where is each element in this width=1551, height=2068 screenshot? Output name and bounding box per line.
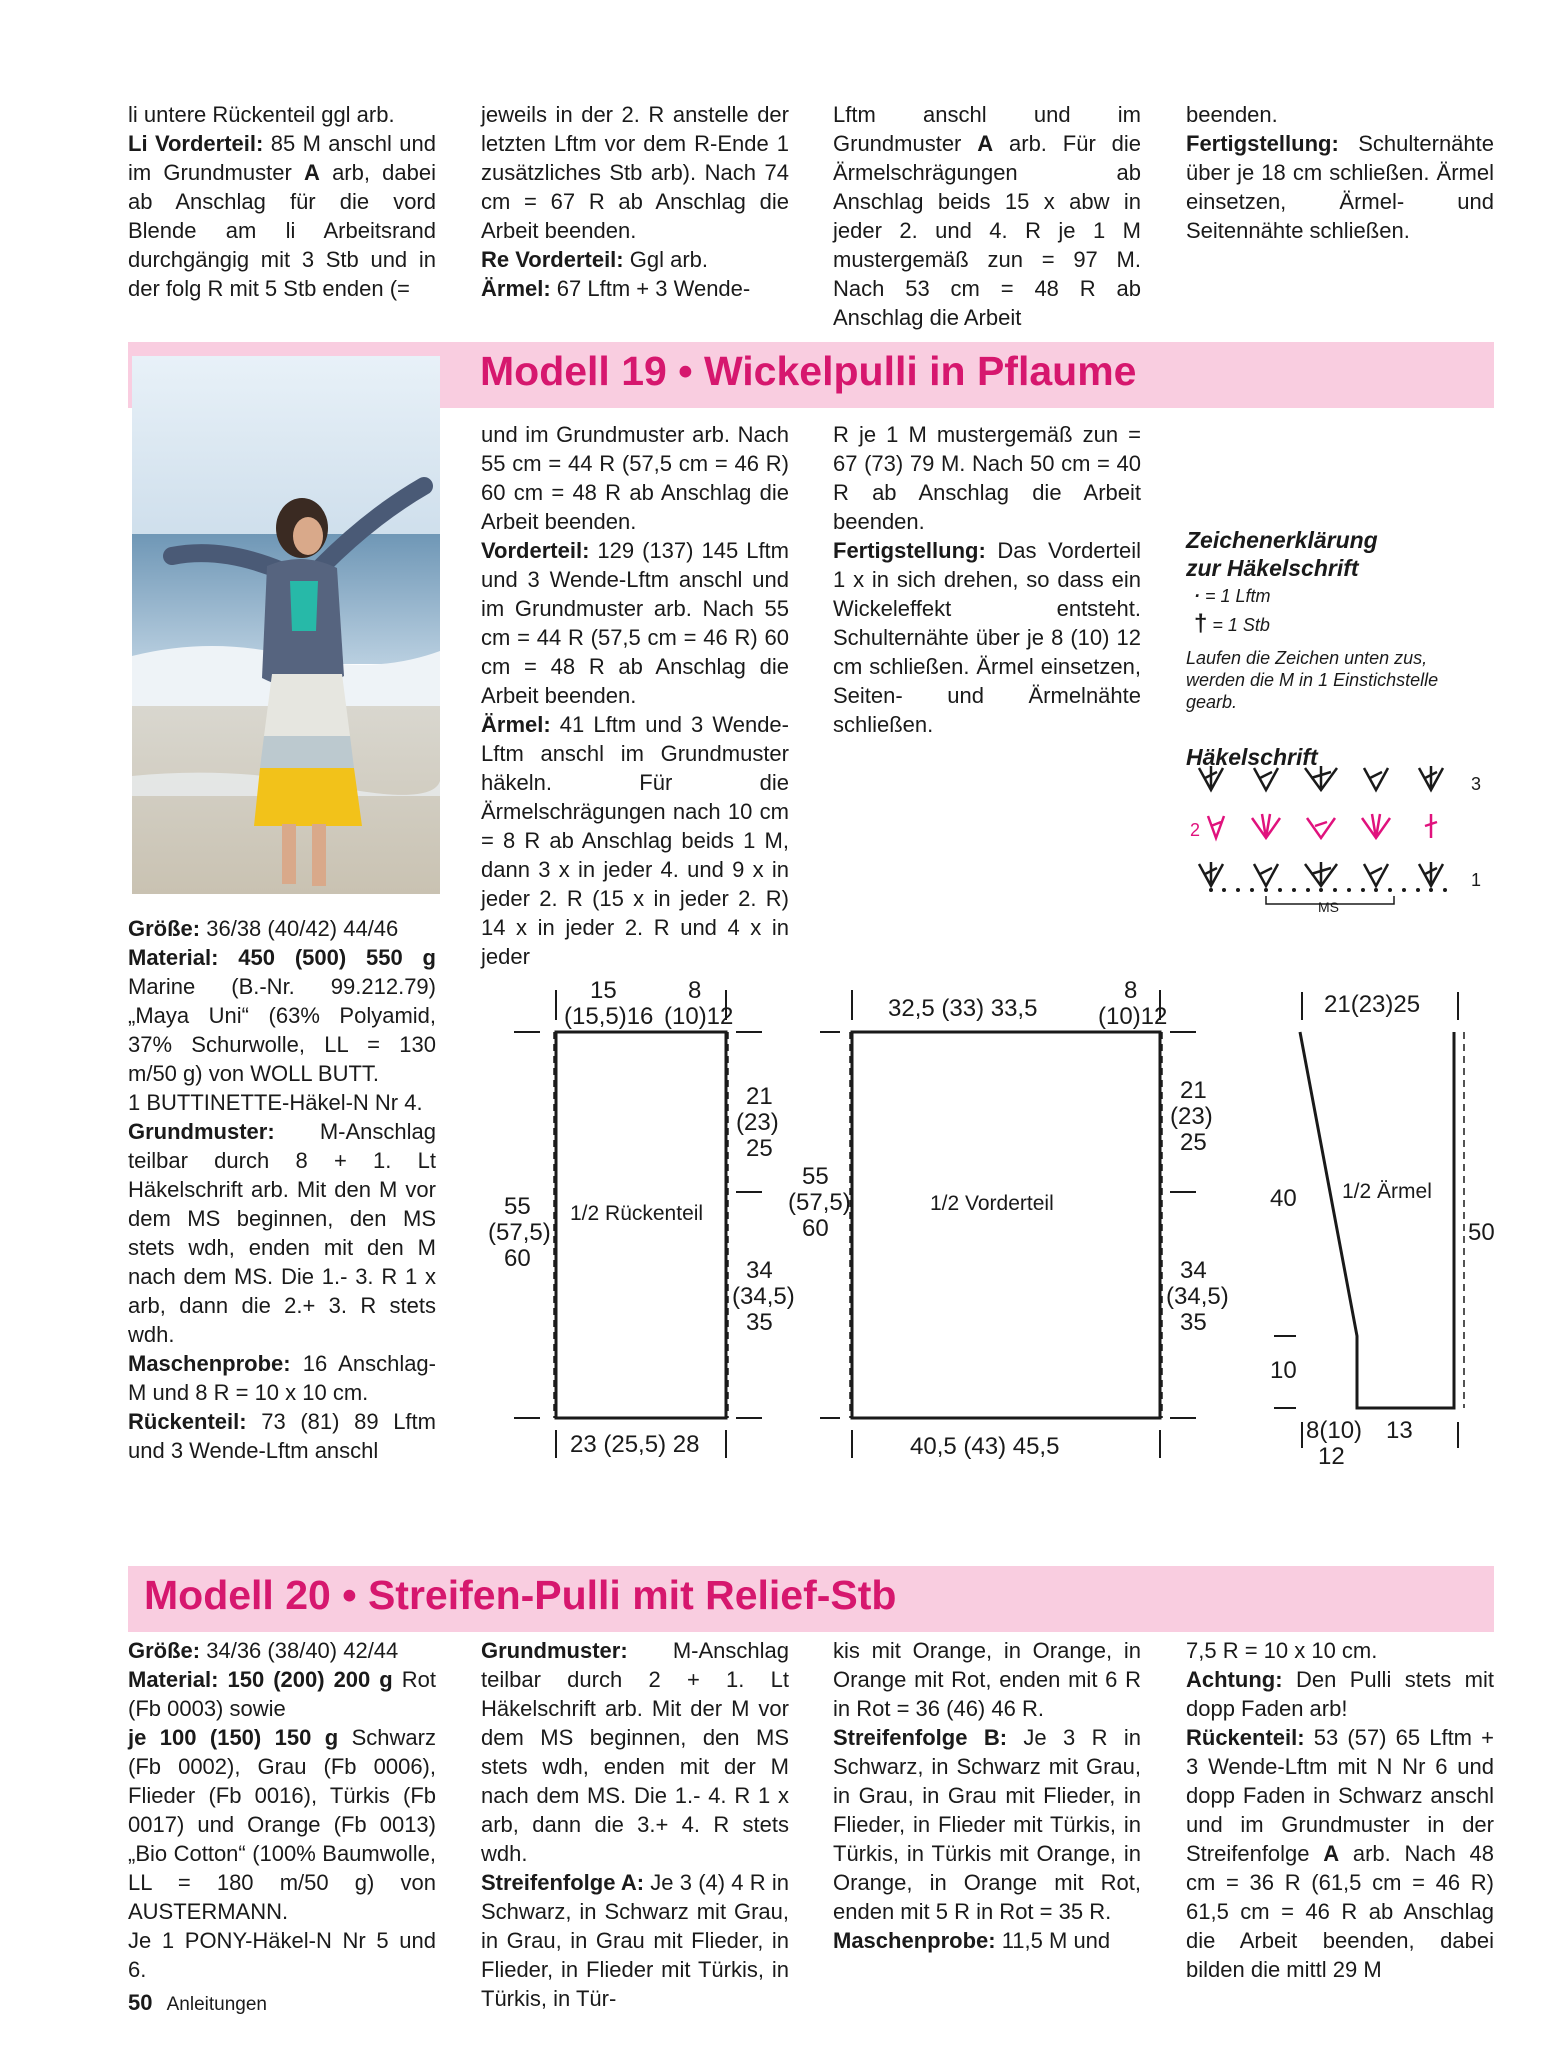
sleeve-bottom-2: 12 [1318,1443,1345,1470]
bold-lead: Grundmuster: [481,1638,628,1663]
text-run: Maschenprobe: 11,5 M und [833,1928,1111,1953]
text-run: A arb, dabei ab Anschlag für die vord Blende am li Arbeitsrand durchgängig mit 3 Stb und in der folg R mit 5 Stb enden (= [128,160,436,301]
text-run: Lftm anschl und im Grundmuster [833,102,1141,156]
bold-lead: Achtung: [1186,1667,1283,1692]
bold-lead: A [977,131,994,156]
back-top-b2: (10)12 [664,1003,734,1030]
section-name: Anleitungen [166,1994,267,2015]
front-right-4: 34 [1180,1257,1207,1284]
front-top-b: 8 [1124,977,1138,1004]
crochet-chart [1186,758,1486,918]
bold-lead: Vorderteil: [481,538,590,563]
text-run: beenden. [1186,102,1278,127]
model19-right-col [833,420,1141,739]
chart-row-1-number: 1 [1471,870,1482,890]
bold-lead: A [1323,1841,1340,1866]
text-run: Material: 450 (500) 550 g Marine (B.-Nr. 99.212.79) „Maya Uni“ (63% Polyamid, 37% Schurwolle, LL = 130 m/50 g) von WOLL BUTT. [128,945,436,1086]
crochet-legend [1186,526,1486,771]
beach-photo-illustration [132,356,440,894]
front-top-b2: (10)12 [1098,1003,1168,1030]
sleeve-schematic [1270,992,1464,1448]
top-col-1 [128,100,436,303]
model19-title: Modell 19 • Wickelpulli in Pflaume [480,348,1137,394]
bold-lead: Rückenteil: [1186,1725,1305,1750]
sleeve-bottom-3: 13 [1386,1417,1413,1444]
legend-note: Laufen die Zeichen unten zus, werden die M in 1 Einstichstelle gearb. [1186,648,1439,712]
bold-lead: Fertigstellung: [833,538,986,563]
bold-lead: Grundmuster: [128,1119,275,1144]
sleeve-right-1: 50 [1468,1219,1495,1246]
sleeve-left-1: 40 [1270,1185,1297,1212]
top-col-3 [833,100,1141,332]
front-label: 1/2 Vorderteil [930,1192,1054,1215]
bold-lead: Streifenfolge A: [481,1870,645,1895]
text-run: Je 1 PONY-Häkel-N Nr 5 und 6. [128,1928,436,1982]
text-run: Grundmuster: M-Anschlag teilbar durch 2 + 1. Lt Häkelschrift arb. Mit der M vor dem MS beginnen, den MS stets wdh, enden mit der M nach dem MS. Die 1.- 4. R 1 x arb, dann die 3.+ 4. R stets wdh. [481,1638,789,1866]
front-right-6: 35 [1180,1309,1207,1336]
text-run: li untere Rückenteil ggl arb. [128,102,395,127]
model-photo [132,356,440,894]
sleeve-bottom-1: 8(10) [1306,1417,1363,1444]
front-height-2: (57,5) [788,1189,851,1216]
sleeve-top: 21(23)25 [1324,991,1421,1018]
back-top-a: 15 [590,977,617,1004]
bold-lead: Größe: [128,916,201,941]
back-right-4: 34 [746,1257,773,1284]
bold-lead: Größe: [128,1638,201,1663]
chain-stitch-icon: · [1194,586,1200,606]
back-right-1: 21 [746,1083,773,1110]
chart-title: Häkelschrift [1186,744,1318,770]
bold-lead: Li Vorderteil: [128,131,264,156]
text-run: Grundmuster: M-Anschlag teilbar durch 8 + 1. Lt Häkelschrift arb. Mit den M vor dem MS beginnen, den MS stets wdh, enden mit den M nach dem MS. Die 1.- 3. R 1 x arb, dann die 2.+ 3. R stets wdh. [128,1119,436,1347]
page-footer [128,1990,267,2016]
back-height-1: 55 [504,1193,531,1220]
schematics [480,970,1510,1490]
text-run: Größe: 34/36 (38/40) 42/44 [128,1638,399,1663]
front-right-1: 21 [1180,1077,1207,1104]
front-bottom: 40,5 (43) 45,5 [910,1433,1060,1460]
front-height-1: 55 [802,1163,829,1190]
chart-row-2-number: 2 [1190,820,1201,840]
back-height-2: (57,5) [488,1219,551,1246]
sleeve-label: 1/2 Ärmel [1342,1180,1432,1203]
text-run: und im Grundmuster arb. Nach 55 cm = 44 R (57,5 cm = 46 R) 60 cm = 48 R ab Anschlag die Arbeit beenden. [481,422,789,534]
text-run: A arb. Nach 48 cm = 36 R (61,5 cm = 46 R) 61,5 cm = 46 R ab Anschlag die Arbeit beenden, dabei bilden die mittl 29 M [1186,1841,1494,1982]
text-run: Größe: 36/38 (40/42) 44/46 [128,916,399,941]
bold-lead: Ärmel: [481,276,551,301]
back-bottom: 23 (25,5) 28 [570,1431,700,1458]
text-run: Streifenfolge A: Je 3 (4) 4 R in Schwarz, in Schwarz mit Grau, in Grau, in Grau mit Flieder, in Flieder, in Flieder mit Türkis, in Türkis, in Tür- [481,1870,789,2011]
bold-lead: Material: 150 (200) 200 g [128,1667,393,1692]
front-height-3: 60 [802,1215,829,1242]
chart-row-1 [1199,862,1443,886]
chart-row-3-number: 3 [1471,774,1482,794]
text-run: 7,5 R = 10 x 10 cm. [1186,1638,1378,1663]
text-run: Fertigstellung: Schulternähte über je 18 cm schließen. Ärmel einsetzen, Ärmel- und Seitennähte schließen. [1186,131,1494,243]
back-top-a2: (15,5)16 [564,1003,654,1030]
top-col-2 [481,100,789,303]
chart-row-3 [1199,766,1443,790]
text-run: Achtung: Den Pulli stets mit dopp Faden arb! [1186,1667,1494,1721]
bold-lead: Streifenfolge B: [833,1725,1008,1750]
chain-row [1209,888,1447,892]
sleeve-left-2: 10 [1270,1357,1297,1384]
front-schematic [820,990,1196,1458]
model19-left-col [128,914,436,1465]
legend-item-2: = 1 Stb [1212,615,1270,635]
back-right-5: (34,5) [732,1283,795,1310]
text-run: Fertigstellung: Das Vorderteil 1 x in sich drehen, so dass ein Wickeleffekt entsteht. Schulternähte über je 8 (10) 12 cm schließen. Ärmel einsetzen, Seiten- und Ärmelnähte schließen. [833,538,1141,737]
text-run: Vorderteil: 129 (137) 145 Lftm und 3 Wende-Lftm anschl und im Grundmuster arb. Nach 55 cm = 44 R (57,5 cm = 46 R) 60 cm = 48 R ab Anschlag die Arbeit beenden. [481,538,789,708]
front-right-3: 25 [1180,1129,1207,1156]
text-run: Streifenfolge B: Je 3 R in Schwarz, in Schwarz mit Grau, in Grau, in Grau mit Flieder, in Flieder, in Flieder mit Türkis, in Türkis, in Türkis mit Orange, in Orange, in Orange mit Rot, enden mit 5 R in Rot = 35 R. [833,1725,1141,1924]
bold-lead: Maschenprobe: [128,1351,291,1376]
text-run: Ärmel: 41 Lftm und 3 Wende-Lftm anschl im Grundmuster häkeln. Für die Ärmelschrägungen nach 10 cm = 8 R ab Anschlag beids 1 M, dann 3 x in jeder 4. und 9 x in jeder 2. R (15 x in jeder 2. R) 14 x in jeder 2. R und 4 x in jeder [481,712,789,969]
front-right-2: (23) [1170,1103,1213,1130]
text-run: Rückenteil: 53 (57) 65 Lftm + 3 Wende-Lftm mit N Nr 6 und dopp Faden in Schwarz anschl und im Grundmuster in der Streifenfolge [1186,1725,1494,1866]
page-number: 50 [128,1990,153,2015]
top-col-4 [1186,100,1494,245]
legend-item-1: = 1 Lftm [1205,586,1271,606]
text-run: je 100 (150) 150 g Schwarz (Fb 0002), Grau (Fb 0006), Flieder (Fb 0016), Türkis (Fb 0017) und Orange (Fb 0013) „Bio Cotton“ (100% Baumwolle, LL = 180 m/50 g) von AUSTERMANN. [128,1725,436,1924]
bold-lead: Fertigstellung: [1186,131,1339,156]
text-run: A arb. Für die Ärmelschrägungen ab Anschlag beids 15 x abw in jeder 2. und 4. R je 1 M mustergemäß zun = 97 M. Nach 53 cm = 48 R ab Anschlag die Arbeit [833,131,1141,330]
front-right-5: (34,5) [1166,1283,1229,1310]
front-top-a: 32,5 (33) 33,5 [888,995,1038,1022]
back-top-b: 8 [688,977,702,1004]
text-run: Maschenprobe: 16 Anschlag-M und 8 R = 10 x 10 cm. [128,1351,436,1405]
bold-lead: Re Vorderteil: [481,247,624,272]
text-run: R je 1 M mustergemäß zun = 67 (73) 79 M. Nach 50 cm = 40 R ab Anschlag die Arbeit beenden. [833,422,1141,534]
back-right-2: (23) [736,1109,779,1136]
bold-lead: A [303,160,320,185]
text-run: Material: 150 (200) 200 g Rot (Fb 0003) sowie [128,1667,436,1721]
back-label: 1/2 Rückenteil [570,1202,704,1225]
model20-col-4 [1186,1636,1494,1984]
double-crochet-icon: † [1194,610,1208,637]
bold-lead: je 100 (150) 150 g [128,1725,339,1750]
legend-heading-1: Zeichenerklärung [1186,527,1378,553]
ms-label: MS [1318,899,1339,915]
text-run: Li Vorderteil: 85 M anschl und im Grundmuster [128,131,437,185]
text-run: 1 BUTTINETTE-Häkel-N Nr 4. [128,1090,423,1115]
model20-col-2 [481,1636,789,2013]
bold-lead: Maschenprobe: [833,1928,996,1953]
back-right-6: 35 [746,1309,773,1336]
text-run: Ärmel: 67 Lftm + 3 Wende- [481,276,751,301]
bold-lead: Rückenteil: [128,1409,247,1434]
text-run: Re Vorderteil: Ggl arb. [481,247,708,272]
legend-heading-2: zur Häkelschrift [1186,555,1359,581]
model20-col-1 [128,1636,436,1984]
back-right-3: 25 [746,1135,773,1162]
text-run: kis mit Orange, in Orange, in Orange mit Rot, enden mit 6 R in Rot = 36 (46) 46 R. [833,1638,1141,1721]
text-run: jeweils in der 2. R anstelle der letzten Lftm vor dem R-Ende 1 zusätzliches Stb arb). Nach 74 cm = 67 R ab Anschlag die Arbeit beenden. [481,102,789,243]
bold-lead: Material: 450 (500) 550 g [128,945,436,970]
back-height-3: 60 [504,1245,531,1272]
model20-col-3 [833,1636,1141,1955]
model19-mid-col [481,420,789,971]
model20-title: Modell 20 • Streifen-Pulli mit Relief-Stb [144,1572,897,1618]
chart-row-2 [1208,814,1437,838]
bold-lead: Ärmel: [481,712,551,737]
text-run: Rückenteil: 73 (81) 89 Lftm und 3 Wende-Lftm anschl [128,1409,436,1463]
